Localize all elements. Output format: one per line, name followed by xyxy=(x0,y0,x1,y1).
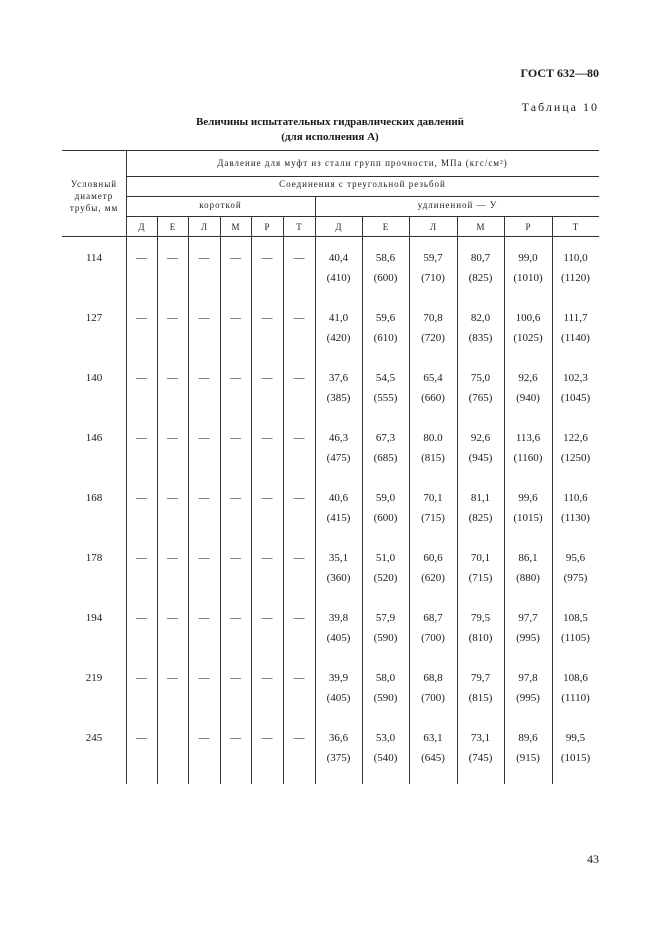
kgf-cell: (375) xyxy=(326,752,351,764)
diameter-cell: 146 xyxy=(85,432,103,444)
kgf-cell: (1140) xyxy=(561,332,590,344)
mpa-cell: 58,0 xyxy=(375,672,396,684)
mpa-cell: 46,3 xyxy=(328,432,349,444)
mpa-cell: 108,5 xyxy=(563,612,588,624)
mpa-cell: 35,1 xyxy=(328,552,349,564)
mpa-cell: 82,0 xyxy=(470,312,491,324)
short-cell: — xyxy=(167,492,178,504)
short-cell: — xyxy=(261,552,273,564)
kgf-cell: (600) xyxy=(373,512,398,524)
kgf-cell: (995) xyxy=(516,632,540,644)
mpa-cell: 92,6 xyxy=(470,432,491,444)
short-cell: — xyxy=(261,372,273,384)
mpa-cell: 97,7 xyxy=(518,612,538,624)
kgf-cell: (540) xyxy=(373,752,398,764)
mpa-cell: 108,6 xyxy=(563,672,588,684)
mpa-cell: 40,4 xyxy=(328,252,349,264)
short-cell: — xyxy=(230,252,241,264)
short-cell: — xyxy=(261,432,273,444)
short-cell: — xyxy=(167,252,178,264)
mpa-cell: 39,9 xyxy=(328,672,349,684)
kgf-cell: (825) xyxy=(468,512,493,524)
short-cell: — xyxy=(293,612,305,624)
grade-short-2: Л xyxy=(200,222,208,232)
diameter-cell: 245 xyxy=(85,732,103,744)
mpa-cell: 100,6 xyxy=(515,312,541,324)
short-cell: — xyxy=(198,732,210,744)
mpa-cell: 54,5 xyxy=(375,372,396,384)
kgf-cell: (940) xyxy=(516,392,540,404)
kgf-cell: (1105) xyxy=(561,632,590,644)
mpa-cell: 80,7 xyxy=(470,252,491,264)
short-cell: — xyxy=(198,252,210,264)
kgf-cell: (420) xyxy=(326,332,351,344)
mpa-cell: 75,0 xyxy=(470,372,491,384)
short-cell: — xyxy=(230,732,241,744)
kgf-cell: (1015) xyxy=(560,752,591,764)
kgf-cell: (715) xyxy=(421,512,445,524)
kgf-cell: (1010) xyxy=(513,272,543,284)
diameter-cell: 140 xyxy=(85,372,103,384)
short-cell: — xyxy=(136,492,147,504)
short-cell: — xyxy=(230,312,241,324)
diameter-header: Условный диаметр трубы, мм xyxy=(69,179,119,213)
kgf-cell: (410) xyxy=(326,272,351,284)
mpa-cell: 58,6 xyxy=(375,252,396,264)
short-cell: — xyxy=(198,672,210,684)
short-cell: — xyxy=(293,732,305,744)
mpa-cell: 57,9 xyxy=(375,612,396,624)
short-cell: — xyxy=(293,312,305,324)
mpa-cell: 60,6 xyxy=(423,552,443,564)
mpa-cell: 79,7 xyxy=(470,672,491,684)
kgf-cell: (765) xyxy=(468,392,493,404)
short-cell: — xyxy=(293,492,305,504)
kgf-cell: (995) xyxy=(516,692,540,704)
kgf-cell: (405) xyxy=(326,692,351,704)
mpa-cell: 89,6 xyxy=(518,732,538,744)
table-label: Таблица 10 xyxy=(521,100,599,114)
grade-long-5: Т xyxy=(572,222,579,232)
kgf-cell: (815) xyxy=(468,692,493,704)
short-cell: — xyxy=(167,672,178,684)
diameter-cell: 114 xyxy=(85,252,103,264)
short-cell: — xyxy=(230,552,241,564)
short-cell: — xyxy=(261,312,273,324)
grade-long-2: Л xyxy=(429,222,437,232)
mpa-cell: 67,3 xyxy=(375,432,396,444)
kgf-cell: (700) xyxy=(421,632,445,644)
kgf-cell: (745) xyxy=(468,752,493,764)
short-cell: — xyxy=(167,552,178,564)
grade-short-1: Е xyxy=(169,222,176,232)
mpa-cell: 92,6 xyxy=(518,372,538,384)
short-cell: — xyxy=(136,312,147,324)
mpa-cell: 110,6 xyxy=(563,492,588,504)
kgf-cell: (590) xyxy=(373,632,398,644)
mpa-cell: 68,7 xyxy=(423,612,443,624)
kgf-cell: (1120) xyxy=(561,272,590,284)
short-cell: — xyxy=(167,432,178,444)
grade-short-5: Т xyxy=(296,222,302,232)
kgf-cell: (945) xyxy=(468,452,493,464)
mpa-cell: 111,7 xyxy=(563,312,588,324)
short-cell: — xyxy=(167,612,178,624)
short-cell: — xyxy=(136,252,147,264)
mpa-cell: 99,0 xyxy=(518,252,538,264)
short-cell: — xyxy=(261,252,273,264)
short-cell: — xyxy=(261,672,273,684)
kgf-cell: (360) xyxy=(326,572,351,584)
short-cell: — xyxy=(230,432,241,444)
kgf-cell: (475) xyxy=(326,452,351,464)
mpa-cell: 86,1 xyxy=(518,552,538,564)
kgf-cell: (610) xyxy=(373,332,398,344)
kgf-cell: (385) xyxy=(326,392,351,404)
mpa-cell: 40,6 xyxy=(328,492,349,504)
mpa-cell: 59,0 xyxy=(375,492,396,504)
kgf-cell: (1130) xyxy=(561,512,590,524)
short-cell: — xyxy=(198,552,210,564)
page-number: 43 xyxy=(587,852,599,866)
grade-short-0: Д xyxy=(138,222,145,232)
kgf-cell: (720) xyxy=(421,332,445,344)
kgf-cell: (825) xyxy=(468,272,493,284)
diameter-cell: 178 xyxy=(85,552,103,564)
long-header: удлиненной — У xyxy=(417,200,498,210)
mpa-cell: 51,0 xyxy=(375,552,396,564)
diameter-cell: 219 xyxy=(85,672,103,684)
kgf-cell: (555) xyxy=(373,392,398,404)
kgf-cell: (520) xyxy=(373,572,398,584)
mpa-cell: 95,6 xyxy=(565,552,586,564)
short-cell: — xyxy=(198,612,210,624)
kgf-cell: (590) xyxy=(373,692,398,704)
mpa-cell: 97,8 xyxy=(518,672,538,684)
mpa-cell: 81,1 xyxy=(470,492,491,504)
mpa-cell: 70,8 xyxy=(423,312,443,324)
kgf-cell: (1025) xyxy=(513,332,543,344)
short-cell: — xyxy=(136,372,147,384)
mpa-cell: 110,0 xyxy=(563,252,588,264)
short-cell: — xyxy=(230,612,241,624)
short-cell: — xyxy=(136,432,147,444)
kgf-cell: (700) xyxy=(421,692,445,704)
grade-long-4: Р xyxy=(525,222,531,232)
grade-short-3: М xyxy=(231,222,240,232)
mpa-cell: 79,5 xyxy=(470,612,491,624)
mpa-cell: 73,1 xyxy=(470,732,491,744)
short-cell: — xyxy=(293,252,305,264)
mpa-cell: 102,3 xyxy=(563,372,588,384)
short-cell: — xyxy=(230,372,241,384)
table-subtitle: (для исполнения А) xyxy=(281,131,379,143)
pressure-header: Давление для муфт из стали групп прочности, МПа (кгс/см²) xyxy=(217,158,508,168)
table-title: Величины испытательных гидравлических давлений xyxy=(195,116,465,128)
mpa-cell: 65,4 xyxy=(423,372,443,384)
kgf-cell: (1015) xyxy=(513,512,543,524)
kgf-cell: (835) xyxy=(468,332,493,344)
short-cell: — xyxy=(261,492,273,504)
kgf-cell: (710) xyxy=(421,272,445,284)
kgf-cell: (600) xyxy=(373,272,398,284)
mpa-cell: 68,8 xyxy=(423,672,443,684)
kgf-cell: (685) xyxy=(373,452,398,464)
kgf-cell: (1160) xyxy=(513,452,543,464)
kgf-cell: (880) xyxy=(516,572,540,584)
short-cell: — xyxy=(136,732,147,744)
short-cell: — xyxy=(136,552,147,564)
kgf-cell: (810) xyxy=(468,632,493,644)
short-cell: — xyxy=(136,612,147,624)
mpa-cell: 99,5 xyxy=(565,732,586,744)
mpa-cell: 70,1 xyxy=(423,492,443,504)
mpa-cell: 113,6 xyxy=(515,432,541,444)
kgf-cell: (1045) xyxy=(560,392,591,404)
short-cell: — xyxy=(230,672,241,684)
short-cell: — xyxy=(261,732,273,744)
mpa-cell: 59,6 xyxy=(375,312,396,324)
kgf-cell: (915) xyxy=(516,752,540,764)
mpa-cell: 70,1 xyxy=(470,552,491,564)
diameter-cell: 127 xyxy=(85,312,103,324)
grade-short-4: Р xyxy=(264,222,270,232)
kgf-cell: (415) xyxy=(326,512,351,524)
mpa-cell: 99,6 xyxy=(518,492,538,504)
short-header: короткой xyxy=(199,200,242,210)
short-cell: — xyxy=(293,432,305,444)
kgf-cell: (660) xyxy=(421,392,445,404)
short-cell: — xyxy=(167,372,178,384)
diameter-cell: 168 xyxy=(85,492,103,504)
short-cell: — xyxy=(198,492,210,504)
short-cell: — xyxy=(293,672,305,684)
short-cell: — xyxy=(230,492,241,504)
short-cell: — xyxy=(293,372,305,384)
short-cell: — xyxy=(167,312,178,324)
pressure-table xyxy=(62,150,599,784)
mpa-cell: 53,0 xyxy=(375,732,396,744)
grade-long-0: Д xyxy=(335,222,342,232)
kgf-cell: (1110) xyxy=(561,692,590,704)
short-cell: — xyxy=(198,312,210,324)
mpa-cell: 80.0 xyxy=(423,432,443,444)
mpa-cell: 59,7 xyxy=(423,252,443,264)
short-cell: — xyxy=(198,372,210,384)
short-cell: — xyxy=(261,612,273,624)
diameter-cell: 194 xyxy=(85,612,103,624)
mpa-cell: 41,0 xyxy=(328,312,349,324)
kgf-cell: (815) xyxy=(421,452,445,464)
grade-long-1: Е xyxy=(382,222,389,232)
short-cell: — xyxy=(136,672,147,684)
short-cell: — xyxy=(293,552,305,564)
kgf-cell: (645) xyxy=(421,752,445,764)
kgf-cell: (1250) xyxy=(560,452,591,464)
standard-number: ГОСТ 632—80 xyxy=(520,66,599,80)
grade-long-3: М xyxy=(476,222,485,232)
kgf-cell: (715) xyxy=(468,572,493,584)
mpa-cell: 39,8 xyxy=(328,612,349,624)
mpa-cell: 37,6 xyxy=(328,372,349,384)
short-cell: — xyxy=(198,432,210,444)
kgf-cell: (975) xyxy=(563,572,588,584)
mpa-cell: 63,1 xyxy=(423,732,443,744)
connection-header: Соединения с треугольной резьбой xyxy=(279,179,446,189)
mpa-cell: 36,6 xyxy=(328,732,349,744)
kgf-cell: (620) xyxy=(421,572,445,584)
kgf-cell: (405) xyxy=(326,632,351,644)
mpa-cell: 122,6 xyxy=(563,432,588,444)
